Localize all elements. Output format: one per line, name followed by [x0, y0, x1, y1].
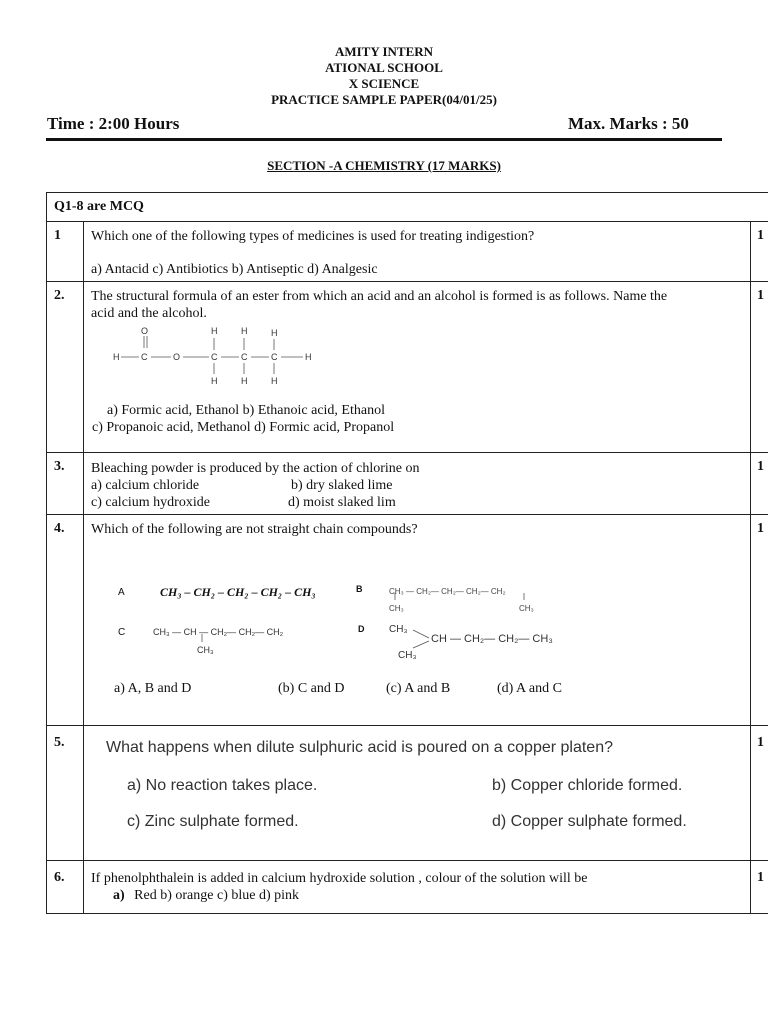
question-body	[84, 861, 751, 914]
question-body	[84, 515, 751, 726]
option-d: d) moist slaked lim	[288, 495, 396, 510]
options-row	[91, 477, 744, 494]
question-number: 5.	[47, 726, 84, 861]
question-text: Which one of the following types of medicines is used for treating indigestion?	[91, 229, 535, 244]
option-b: b) Copper chloride formed.	[492, 777, 683, 794]
option-c: (c) A and B	[386, 681, 451, 696]
atom-o-ester: O	[173, 352, 181, 362]
structures-panel	[91, 546, 744, 674]
formula-d-top: CH₃	[389, 624, 408, 635]
label-c: C	[118, 627, 126, 638]
question-marks: 1	[751, 282, 768, 453]
question-marks: 1	[751, 861, 768, 914]
school-name-line1: AMITY INTERN	[334, 44, 434, 59]
question-marks: 1	[751, 222, 768, 282]
header-rule	[46, 138, 722, 141]
mcq-heading-row	[47, 193, 768, 222]
option-c: c) calcium hydroxide	[91, 495, 210, 510]
option-b: (b) C and D	[278, 681, 345, 696]
options-row	[106, 776, 744, 796]
question-number: 6.	[47, 861, 84, 914]
ester-structure-diagram	[109, 326, 349, 388]
option-a: a) No reaction takes place.	[127, 777, 318, 794]
atom-h: H	[241, 326, 248, 336]
question-text-continued: acid and the alcohol.	[91, 306, 207, 321]
atom-h: H	[241, 376, 248, 386]
question-marks: 1	[751, 453, 768, 515]
atom-o-carbonyl: O	[141, 326, 149, 336]
options-row	[91, 494, 744, 511]
time-allowed: Time : 2:00 Hours	[47, 114, 180, 133]
questions-table	[46, 192, 768, 914]
question-row-2	[47, 282, 768, 453]
option-a: a) A, B and D	[114, 681, 192, 696]
question-text: The structural formula of an ester from which an acid and an alcohol is formed is as follows. Name the	[91, 289, 668, 304]
max-marks: Max. Marks : 50	[568, 114, 689, 133]
question-number: 1	[47, 222, 84, 282]
option-d: d) Copper sulphate formed.	[492, 813, 687, 830]
section-title: SECTION -A CHEMISTRY (17 MARKS)	[267, 158, 501, 173]
question-number: 3.	[47, 453, 84, 515]
formula-b: CH₃ — CH₂— CH₂— CH₂— CH₂	[389, 587, 506, 596]
question-row-4	[47, 515, 768, 726]
atom-h-left: H	[113, 352, 120, 362]
question-text: What happens when dilute sulphuric acid is poured on a copper platen?	[106, 739, 613, 756]
label-b: B	[356, 584, 363, 594]
option-b: b) dry slaked lime	[291, 478, 393, 493]
atom-c1: C	[211, 352, 218, 362]
school-name-line2: ATIONAL SCHOOL	[325, 60, 443, 75]
question-marks: 1	[751, 726, 768, 861]
bond	[413, 641, 429, 648]
question-number: 2.	[47, 282, 84, 453]
formula-d: CH — CH₂— CH₂— CH₃	[431, 633, 553, 645]
atom-c3: C	[271, 352, 278, 362]
question-row-6	[47, 861, 768, 914]
question-options: a) Formic acid, Ethanol b) Ethanoic acid, Ethanol	[107, 403, 385, 418]
atom-c2: C	[241, 352, 248, 362]
option-a: a) calcium chloride	[91, 478, 200, 493]
atom-h: H	[211, 376, 218, 386]
formula-d-bottom: CH₃	[398, 650, 417, 661]
question-number: 4.	[47, 515, 84, 726]
option-c: c) Zinc sulphate formed.	[127, 813, 299, 830]
atom-c-carbonyl: C	[141, 352, 148, 362]
question-text: Which of the following are not straight chain compounds?	[91, 522, 418, 537]
atom-h: H	[271, 328, 278, 338]
bond	[413, 630, 429, 638]
formula-c-branch: CH₃	[197, 645, 214, 655]
atom-h: H	[211, 326, 218, 336]
question-body	[84, 222, 751, 282]
question-options-line	[91, 887, 744, 904]
question-body	[84, 282, 751, 453]
atom-h: H	[271, 376, 278, 386]
question-text: If phenolphthalein is added in calcium hydroxide solution , colour of the solution will be	[91, 871, 588, 886]
question-body	[84, 726, 751, 861]
question-marks: 1	[751, 515, 768, 726]
question-text: Bleaching powder is produced by the action of chlorine on	[91, 461, 420, 476]
label-a: A	[118, 587, 125, 598]
question-row-1	[47, 222, 768, 282]
question-body	[84, 453, 751, 515]
label-d: D	[358, 624, 365, 634]
option-label: a)	[113, 888, 125, 903]
structure-bonds	[91, 546, 751, 674]
options-row	[106, 812, 744, 832]
subject-title: X SCIENCE	[348, 76, 420, 91]
question-options: Red b) orange c) blue d) pink	[134, 888, 300, 903]
options-row	[91, 680, 744, 697]
option-d: (d) A and C	[497, 681, 562, 696]
formula-b-branch-right: CH₃	[519, 604, 534, 613]
formula-b-branch-left: CH₃	[389, 604, 404, 613]
question-options: c) Propanoic acid, Methanol d) Formic acid, Propanol	[92, 420, 395, 435]
question-row-5	[47, 726, 768, 861]
formula-a: CH₃ – CH₂ – CH₂ – CH₂ – CH₃	[160, 585, 316, 599]
formula-c: CH₃ — CH — CH₂— CH₂— CH₂	[153, 627, 284, 637]
question-row-3	[47, 453, 768, 515]
mcq-heading: Q1-8 are MCQ	[47, 193, 768, 222]
paper-title: PRACTICE SAMPLE PAPER(04/01/25)	[271, 92, 497, 107]
atom-h-right: H	[305, 352, 312, 362]
question-options: a) Antacid c) Antibiotics b) Antiseptic d) Analgesic	[91, 262, 378, 277]
